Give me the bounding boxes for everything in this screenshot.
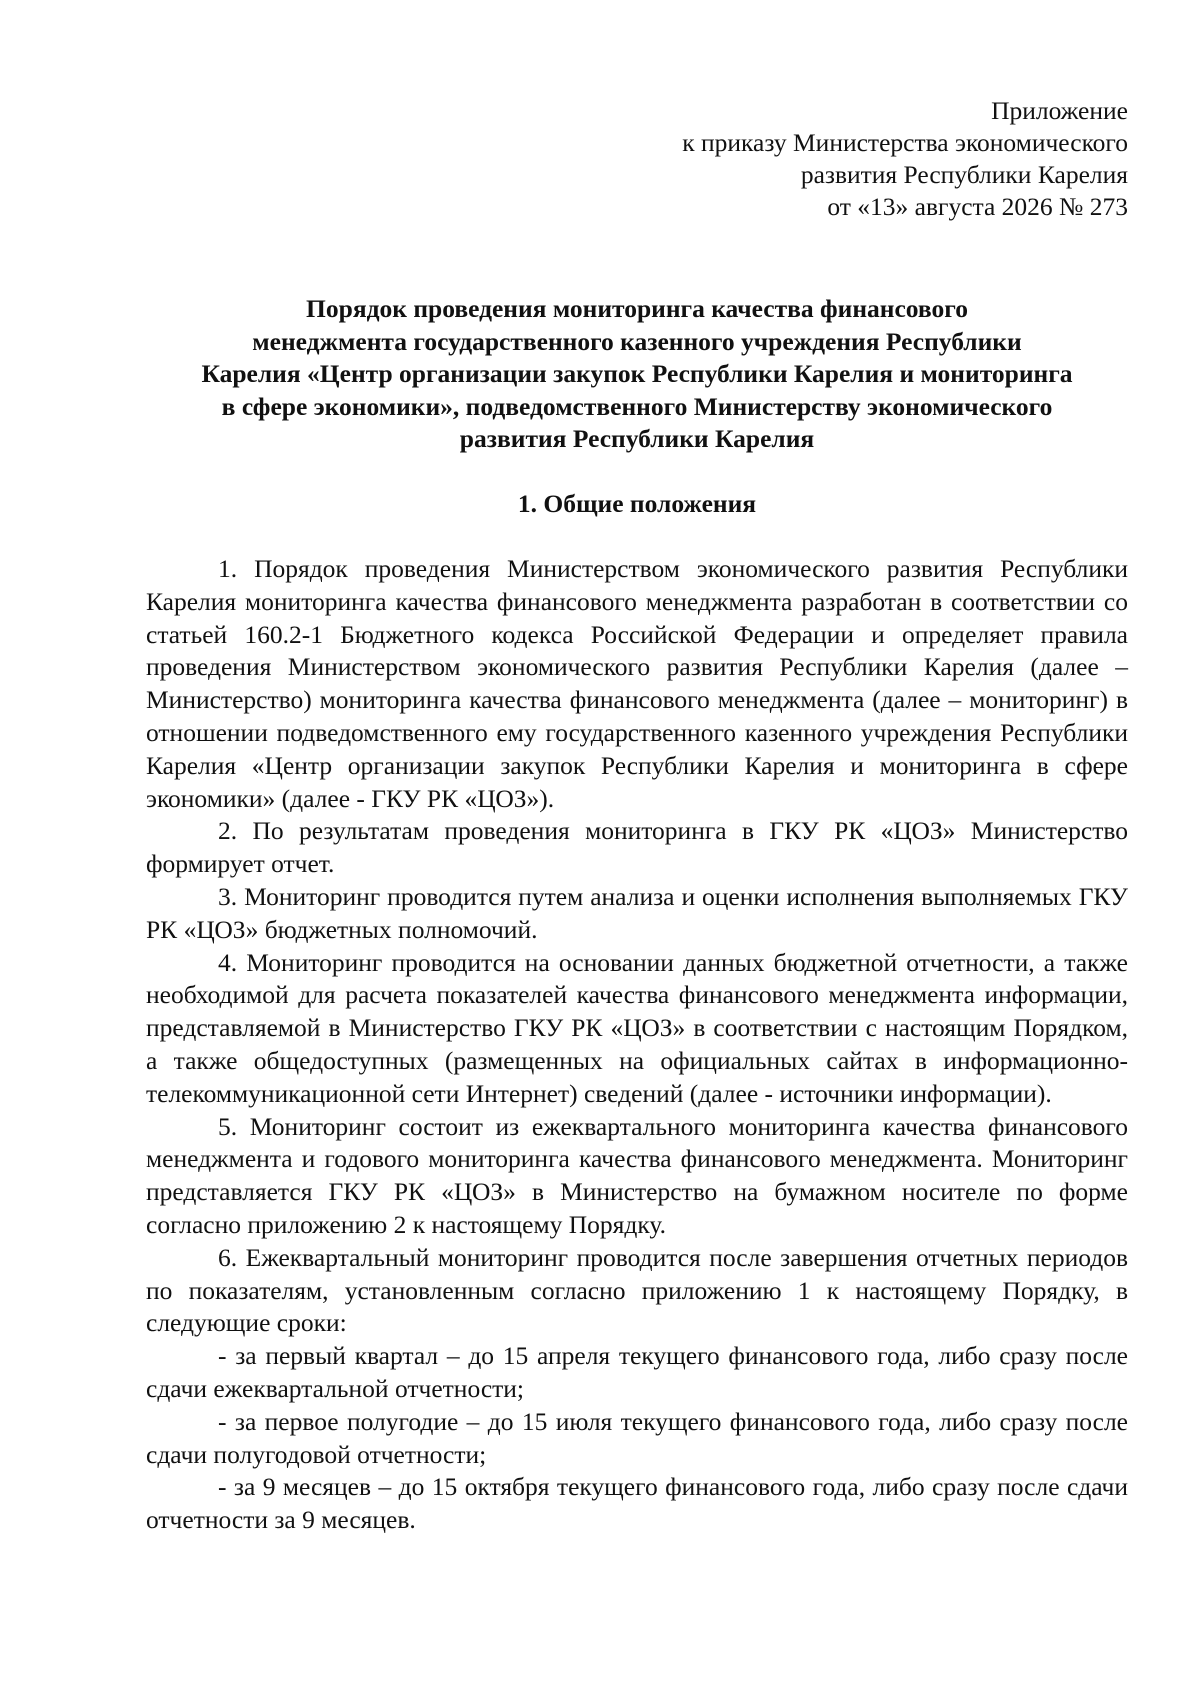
document-title xyxy=(146,293,1128,456)
approval-line-ministry: развития Республики Карелия xyxy=(800,160,1128,189)
approval-block xyxy=(568,95,1128,223)
section-heading: 1. Общие положения xyxy=(517,489,757,518)
paragraph-6: 6. Ежеквартальный мониторинг проводится после завершения отчетных периодов по показателям, установленным согласно приложению 1 к настоящему Порядку, в следующие сроки: xyxy=(146,1242,1128,1338)
list-item-nine-months: - за 9 месяцев – до 15 октября текущего финансового года, либо сразу после сдачи отчетности за 9 месяцев. xyxy=(146,1472,1128,1535)
paragraph-4: 4. Мониторинг проводится на основании данных бюджетной отчетности, а также необходимой для расчета показателей качества финансового менеджмента информации, представляемой в Министерство ГКУ РК «ЦОЗ» в соответствии с настоящим Порядком, а также общедоступных (размещенных на официальных сайтах в информационно-телекоммуникационной сети Интернет) сведений (далее - источники информации). xyxy=(146,947,1128,1108)
approval-line-date-number: от «13» августа 2026 № 273 xyxy=(827,192,1128,221)
title-line-2: менеджмента государственного казенного учреждения Республики xyxy=(252,326,1022,356)
title-line-4: в сфере экономики», подведомственного Министерству экономического xyxy=(221,391,1053,421)
document-page xyxy=(146,0,1128,1697)
approval-line-order: к приказу Министерства экономического xyxy=(682,128,1128,157)
approval-line-appendix: Приложение xyxy=(991,96,1128,125)
paragraph-1: 1. Порядок проведения Министерством экономического развития Республики Карелия мониторинга качества финансового менеджмента разработан в соответствии со статьей 160.2-1 Бюджетного кодекса Российской Федерации и определяет правила проведения Министерством экономического развития Республики Карелия (далее – Министерство) мониторинга качества финансового менеджмента (далее – мониторинг) в отношении подведомственного ему государственного казенного учреждения Республики Карелия «Центр организации закупок Республики Карелия и мониторинга в сфере экономики» (далее - ГКУ РК «ЦОЗ»). xyxy=(146,554,1128,813)
paragraph-2: 2. По результатам проведения мониторинга в ГКУ РК «ЦОЗ» Министерство формирует отчет. xyxy=(146,816,1128,879)
title-line-5: развития Республики Карелия xyxy=(459,424,815,453)
title-line-1: Порядок проведения мониторинга качества финансового xyxy=(306,294,968,323)
document-body xyxy=(146,553,1128,1537)
paragraph-3: 3. Мониторинг проводится путем анализа и оценки исполнения выполняемых ГКУ РК «ЦОЗ» бюджетных полномочий. xyxy=(146,881,1128,944)
paragraph-5: 5. Мониторинг состоит из ежеквартального мониторинга качества финансового менеджмента и годового мониторинга качества финансового менеджмента. Мониторинг представляется ГКУ РК «ЦОЗ» в Министерство на бумажном носителе по форме согласно приложению 2 к настоящему Порядку. xyxy=(146,1111,1128,1239)
list-item-first-half: - за первое полугодие – до 15 июля текущего финансового года, либо сразу после сдачи полугодовой отчетности; xyxy=(146,1406,1128,1469)
list-item-first-quarter: - за первый квартал – до 15 апреля текущего финансового года, либо сразу после сдачи ежеквартальной отчетности; xyxy=(146,1341,1128,1403)
title-line-3: Карелия «Центр организации закупок Республики Карелия и мониторинга xyxy=(201,359,1073,388)
